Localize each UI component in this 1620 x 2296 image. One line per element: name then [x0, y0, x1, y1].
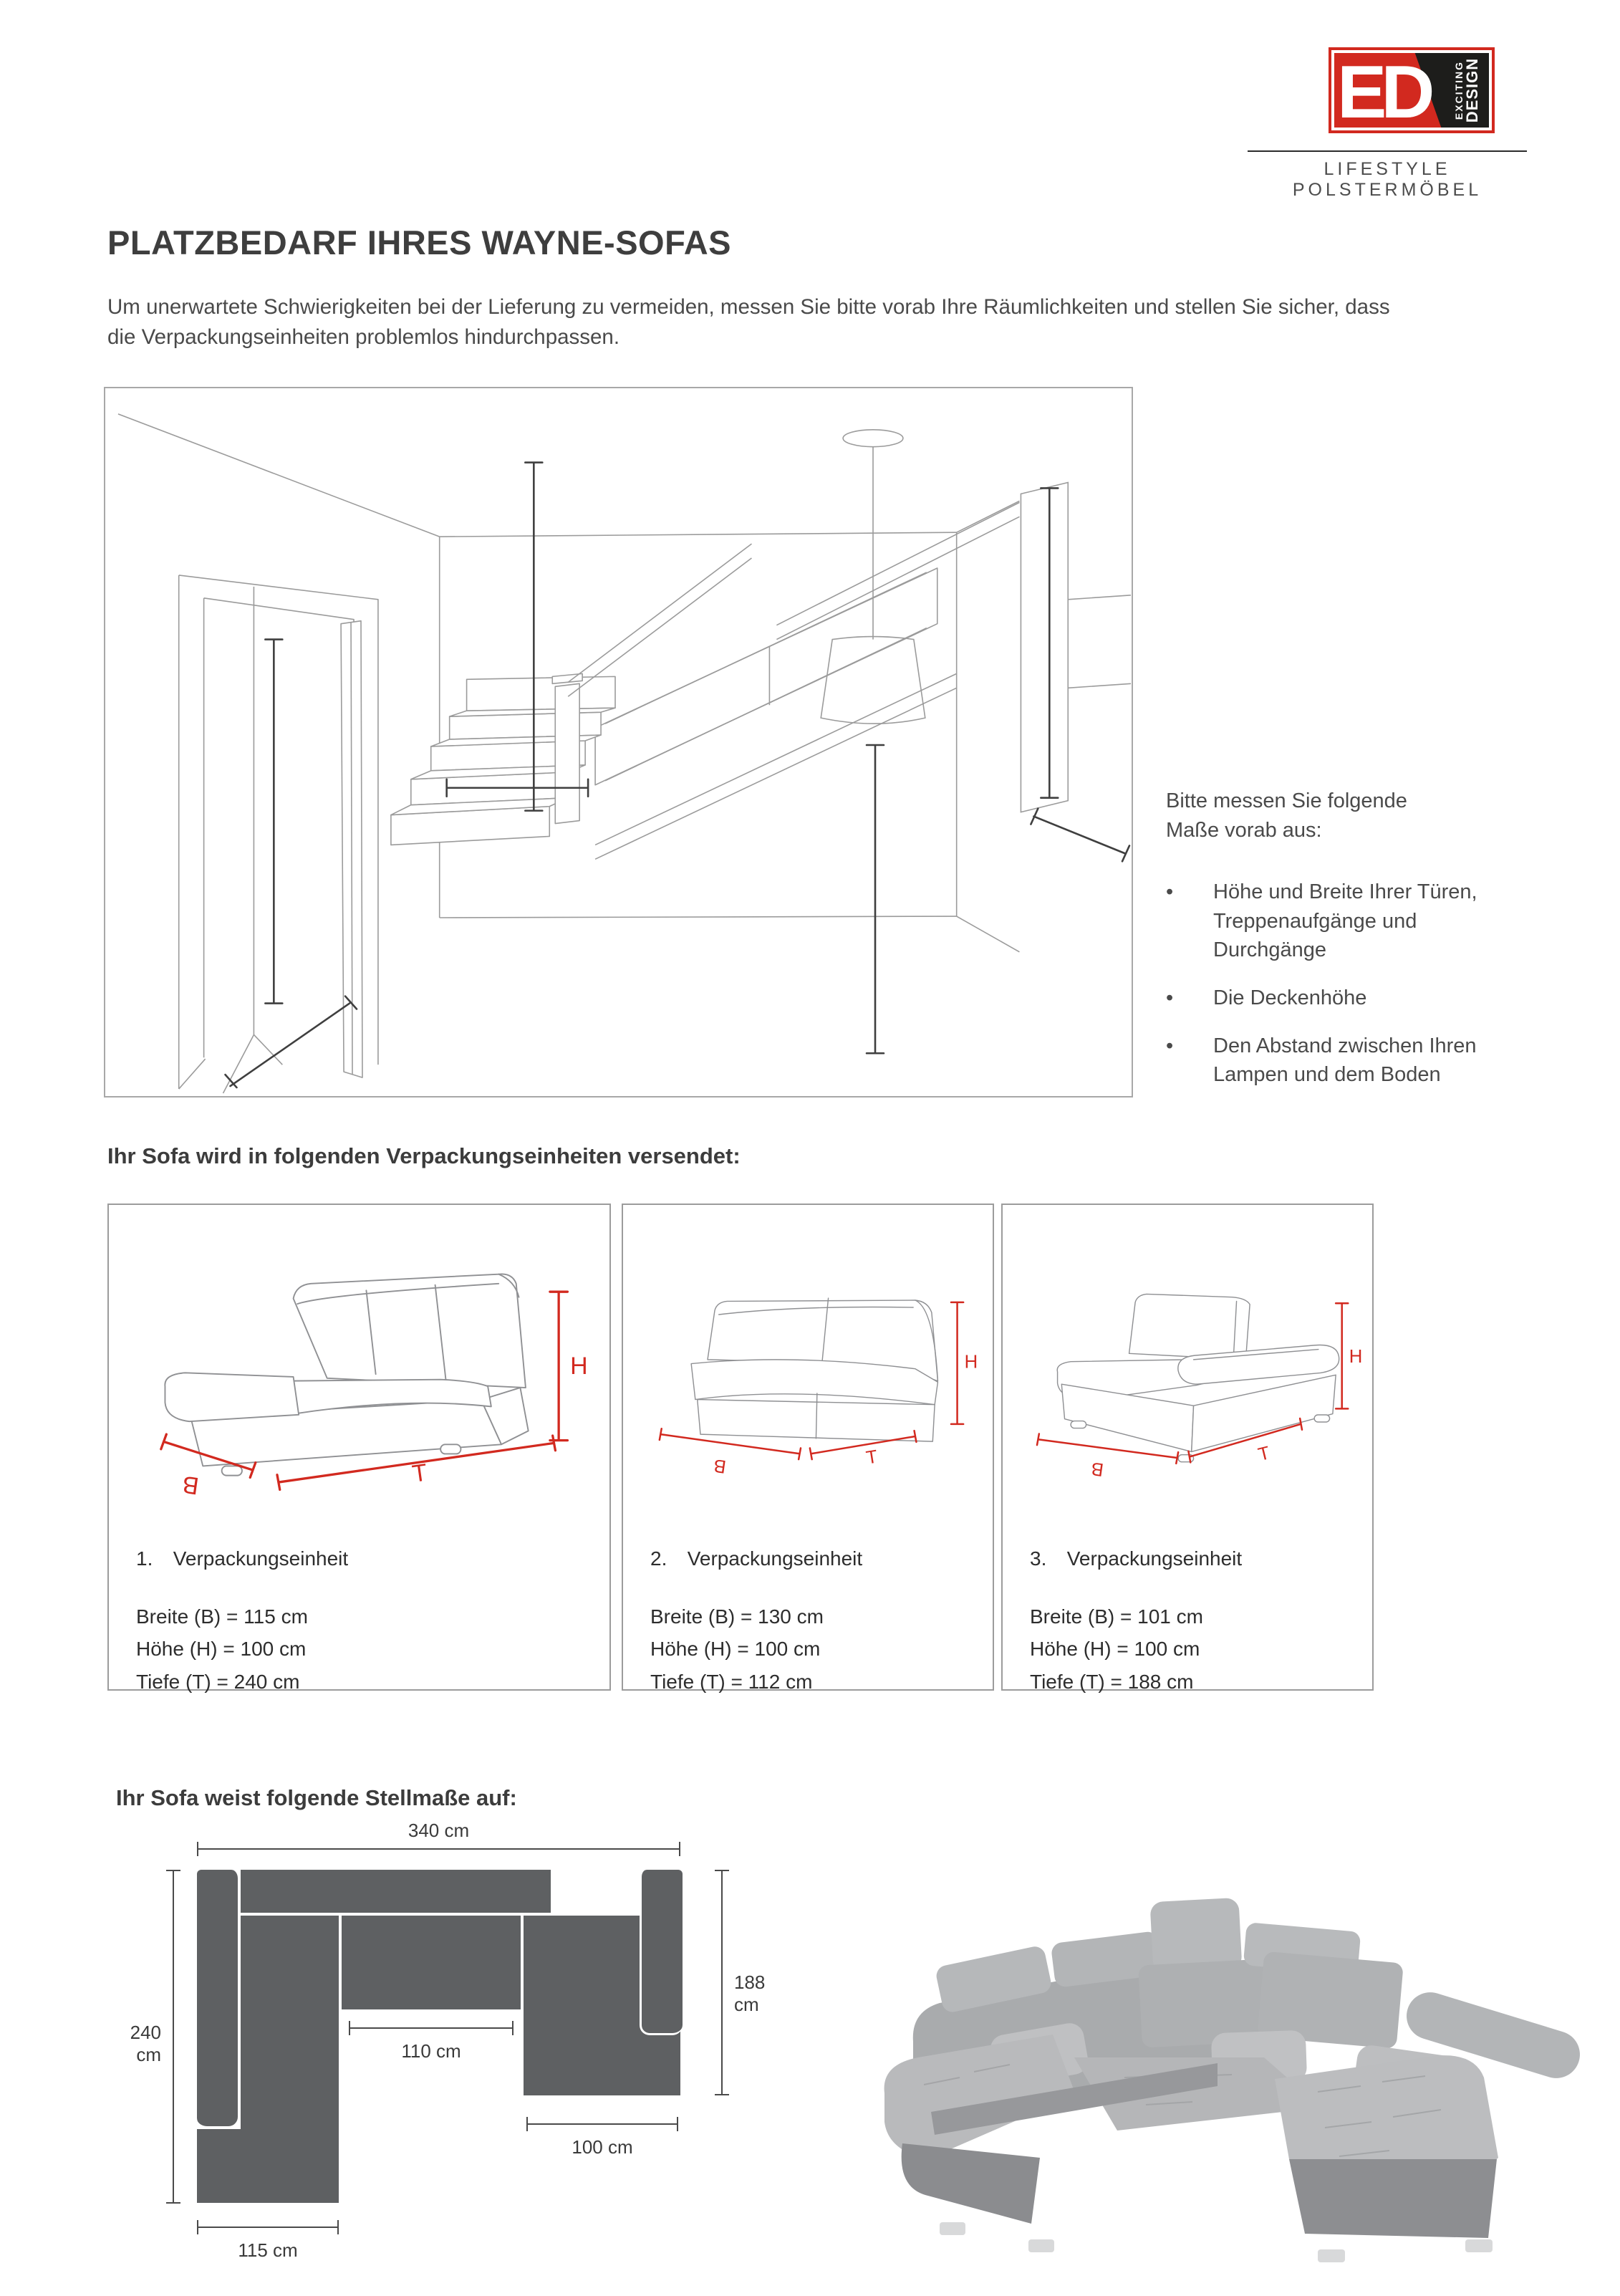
- footprint-heading: Ihr Sofa weist folgende Stellmaße auf:: [116, 1785, 517, 1810]
- unit-number: 3.: [1030, 1547, 1047, 1570]
- ed-logo-icon: [1329, 47, 1495, 133]
- plan-left-armrest: [197, 1870, 240, 2128]
- unit-tiefe: Tiefe (T) = 112 cm: [650, 1670, 813, 1693]
- dim-label-b: B: [180, 1470, 201, 1500]
- brand-divider: [1248, 150, 1527, 152]
- unit-breite: Breite (B) = 101 cm: [1030, 1605, 1203, 1628]
- right-wall-column: [1021, 482, 1131, 812]
- unit-name: Verpackungseinheit: [1066, 1547, 1243, 1570]
- pendant-lamp-icon: [821, 430, 925, 724]
- sofa-module-2-drawing: [629, 1211, 987, 1519]
- plan-right-armrest: [640, 1870, 683, 2035]
- page-intro: Um unerwartete Schwierigkeiten bei der Lieferung zu vermeiden, messen Sie bitte vorab Ihre Räumlichkeiten und stellen Sie sicher, dass die Verpackungseinheiten problemlos hindurchpassen.: [107, 294, 1390, 350]
- dim-line-100: [526, 2123, 678, 2125]
- list-item: [1166, 878, 1524, 965]
- bullet-text: Die Deckenhöhe: [1213, 986, 1367, 1009]
- list-item: [1166, 984, 1524, 1013]
- unit-number: 2.: [650, 1547, 667, 1570]
- dim-line-188: [721, 1870, 723, 2095]
- dim-line-340: [197, 1848, 680, 1850]
- dim-line-115: [197, 2227, 339, 2228]
- logo-vertical-bottom: DESIGN: [1463, 57, 1481, 123]
- unit-name: Verpackungseinheit: [173, 1547, 349, 1570]
- dim-label-t: T: [410, 1459, 429, 1488]
- unit-hoehe: Höhe (H) = 100 cm: [136, 1638, 307, 1661]
- logo-vertical-top: EXCITING: [1453, 60, 1465, 120]
- unit-breite: Breite (B) = 115 cm: [136, 1605, 308, 1628]
- unit-breite: Breite (B) = 130 cm: [650, 1605, 824, 1628]
- brand-logo: [1329, 47, 1495, 133]
- sofa-module-3-drawing: [1008, 1211, 1366, 1519]
- logo-letters: ED: [1337, 51, 1429, 133]
- dim-188: 188 cm: [734, 1971, 766, 2015]
- bullet-icon: •: [1166, 880, 1174, 904]
- door: [179, 575, 378, 1089]
- plan-left-chaise: [197, 2129, 339, 2203]
- dim-100: 100 cm: [572, 2136, 633, 2158]
- list-item: [1166, 1032, 1524, 1090]
- unit-name: Verpackungseinheit: [687, 1547, 863, 1570]
- dim-340: 340 cm: [408, 1820, 470, 1841]
- unit-tiefe: Tiefe (T) = 188 cm: [1030, 1670, 1194, 1693]
- unit-number: 1.: [136, 1547, 153, 1570]
- sofa-photo: [816, 1820, 1619, 2292]
- measure-note-lead-2: Maße vorab aus:: [1166, 818, 1322, 842]
- dim-label-b: B: [712, 1455, 728, 1477]
- packaging-unit-card: [107, 1204, 611, 1691]
- unit-hoehe: Höhe (H) = 100 cm: [1030, 1638, 1200, 1661]
- sofa-module-1-drawing: [123, 1211, 596, 1519]
- page-title: PLATZBEDARF IHRES WAYNE-SOFAS: [107, 224, 732, 262]
- dim-label-t: T: [864, 1446, 879, 1469]
- dim-115: 115 cm: [238, 2239, 298, 2261]
- packaging-unit-card: [1001, 1204, 1374, 1691]
- dim-label-h: H: [569, 1353, 588, 1380]
- footprint-plan: [111, 1820, 788, 2289]
- unit-title: [650, 1547, 862, 1570]
- measure-note-lead-1: Bitte messen Sie folgende: [1166, 789, 1407, 812]
- unit-tiefe: Tiefe (T) = 240 cm: [136, 1670, 300, 1693]
- dim-label-b: B: [1089, 1458, 1105, 1480]
- bullet-icon: •: [1166, 1034, 1174, 1057]
- sofa-photo-illustration: [884, 1898, 1586, 2262]
- measure-note: [1166, 787, 1524, 1108]
- brand-tagline: LIFESTYLE POLSTERMÖBEL: [1292, 159, 1482, 200]
- dim-110: 110 cm: [401, 2040, 461, 2062]
- plan-mid-back: [342, 1916, 521, 2009]
- room-illustration: [104, 387, 1133, 1097]
- bullet-text: Höhe und Breite Ihrer Türen, Treppenaufgänge und Durchgänge: [1213, 880, 1477, 962]
- bullet-icon: •: [1166, 986, 1174, 1009]
- dim-line-240: [173, 1870, 174, 2204]
- unit-title: [136, 1547, 348, 1570]
- bullet-text: Den Abstand zwischen Ihren Lampen und dem Boden: [1213, 1034, 1477, 1087]
- dim-label-t: T: [1256, 1443, 1273, 1466]
- dim-label-h: H: [964, 1352, 978, 1373]
- plan-back-band: [241, 1870, 551, 1913]
- unit-hoehe: Höhe (H) = 100 cm: [650, 1638, 821, 1661]
- unit-title: [1030, 1547, 1242, 1570]
- dim-label-h: H: [1349, 1347, 1363, 1368]
- stairs: [391, 502, 1020, 859]
- packaging-heading: Ihr Sofa wird in folgenden Verpackungseinheiten versendet:: [107, 1143, 741, 1168]
- packaging-unit-card: [622, 1204, 994, 1691]
- dim-line-110: [349, 2027, 514, 2029]
- dim-240: 240 cm: [130, 2022, 161, 2065]
